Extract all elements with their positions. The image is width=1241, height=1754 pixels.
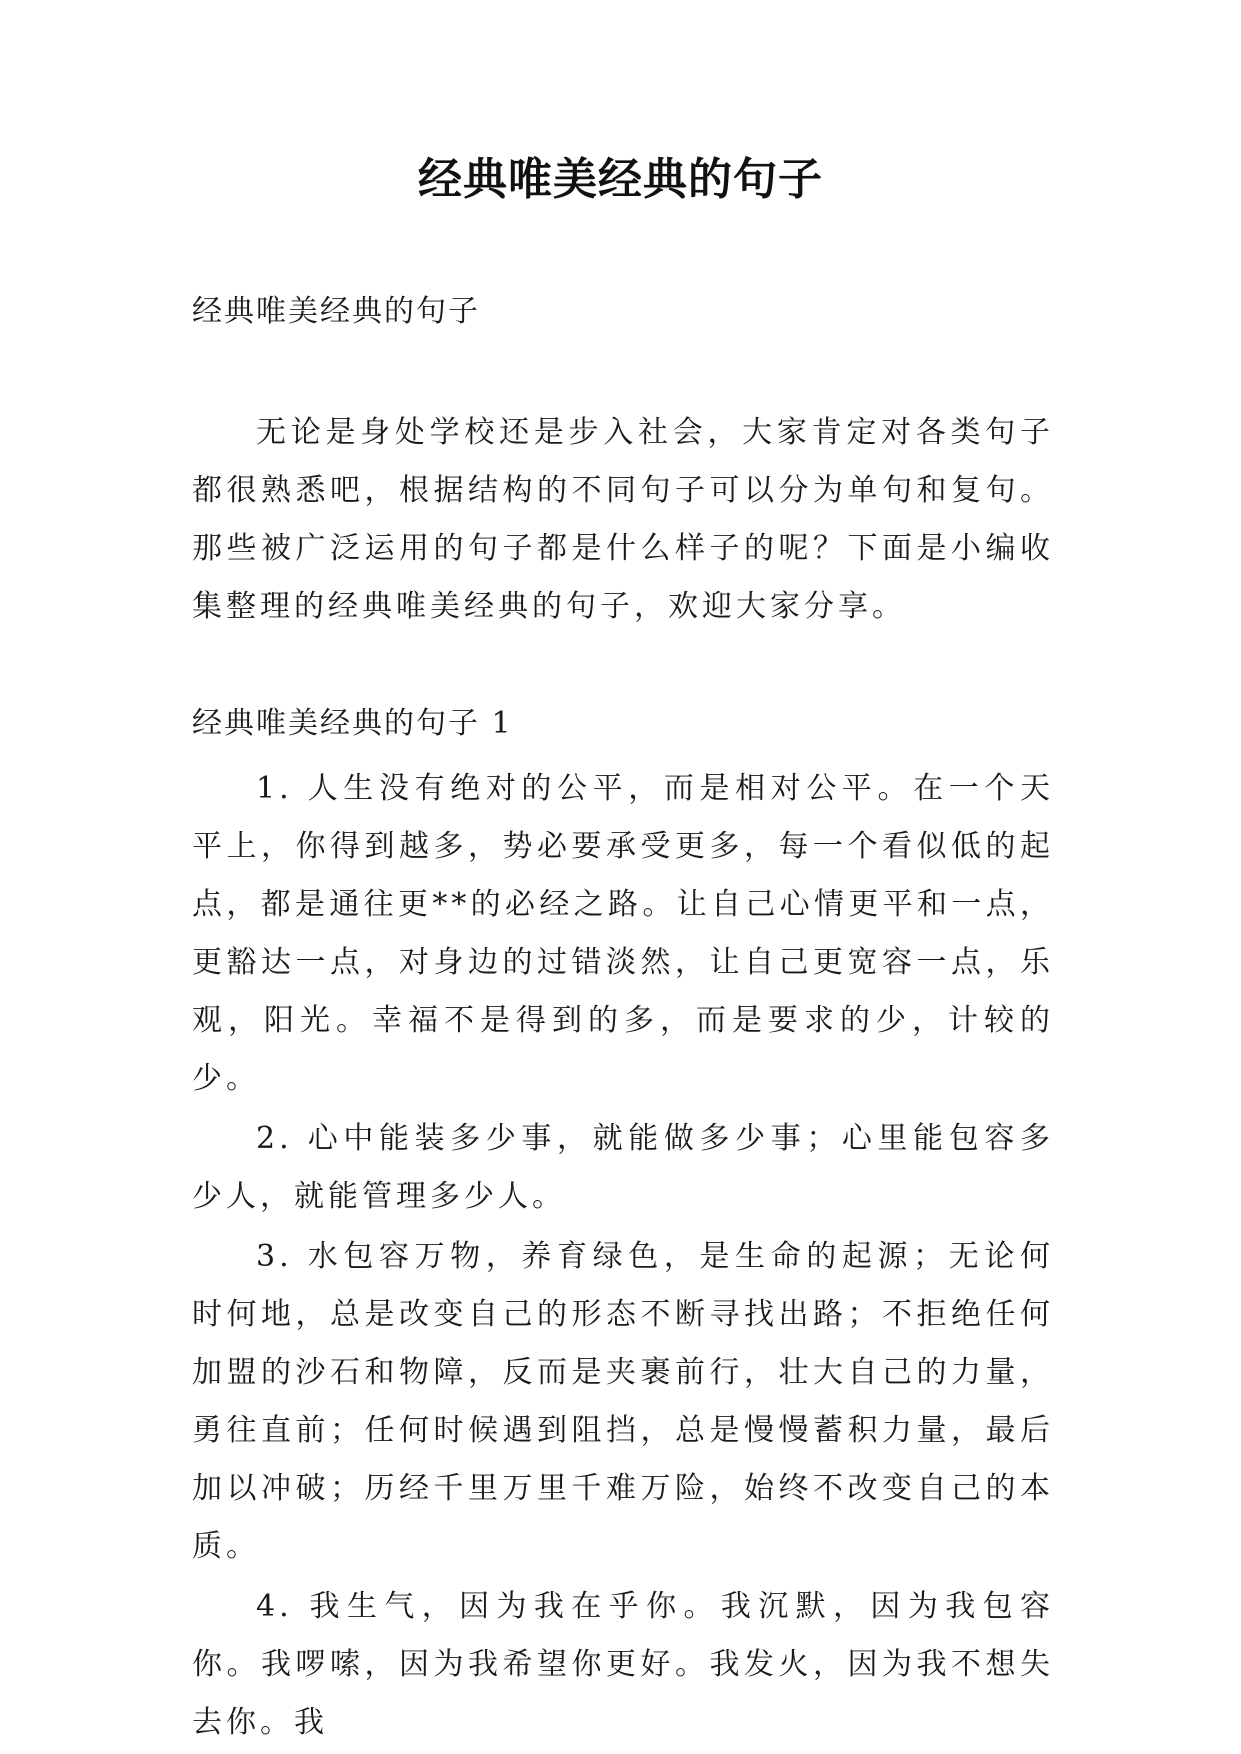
list-item: 4. 我生气，因为我在乎你。我沉默，因为我包容你。我啰嗦，因为我希望你更好。我发火，因为我不想失去你。我	[192, 1589, 1054, 1740]
intro-block	[192, 404, 1054, 636]
list-item: 1. 人生没有绝对的公平，而是相对公平。在一个天平上，你得到越多，势必要承受更多，每一个看似低的起点，都是通往更**的必经之路。让自己心情更平和一点，更豁达一点，对身边的过错淡然，让自己更宽容一点，乐观，阳光。幸福不是得到的多，而是要求的少，计较的少。	[192, 771, 1054, 1096]
list-item: 2. 心中能装多少事，就能做多少事；心里能包容多少人，就能管理多少人。	[192, 1121, 1054, 1214]
sentence-list	[192, 760, 1054, 1754]
intro-paragraph: 无论是身处学校还是步入社会，大家肯定对各类句子都很熟悉吧，根据结构的不同句子可以分为单句和复句。那些被广泛运用的句子都是什么样子的呢？下面是小编收集整理的经典唯美经典的句子，欢迎大家分享。	[192, 415, 1054, 624]
section-heading: 经典唯美经典的句子 1	[192, 706, 513, 741]
list-item: 3. 水包容万物，养育绿色，是生命的起源；无论何时何地，总是改变自己的形态不断寻找出路；不拒绝任何加盟的沙石和物障，反而是夹裹前行，壮大自己的力量，勇往直前；任何时候遇到阻挡，总是慢慢蓄积力量，最后加以冲破；历经千里万里千难万险，始终不改变自己的本质。	[192, 1239, 1054, 1564]
page-title: 经典唯美经典的句子	[418, 154, 823, 205]
document-subtitle: 经典唯美经典的句子	[192, 294, 480, 329]
